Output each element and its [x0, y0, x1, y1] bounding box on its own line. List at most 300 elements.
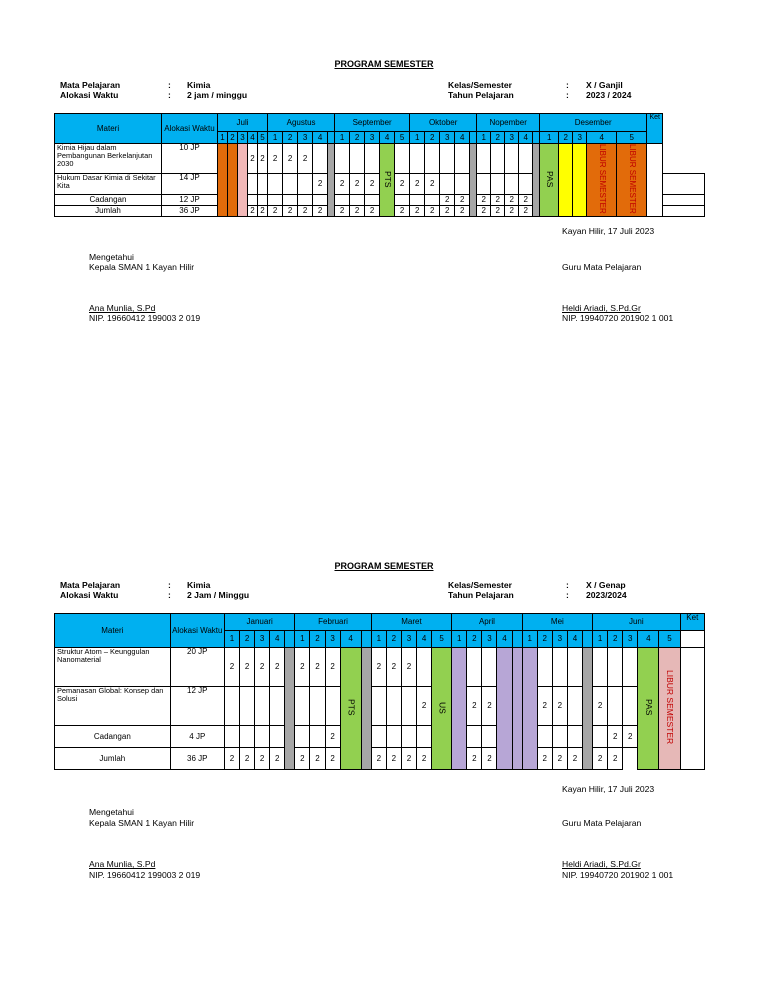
- materi-header: Materi: [55, 614, 171, 648]
- page2-alokasi-label: Alokasi Waktu: [60, 590, 119, 600]
- page2-mapel-value: Kimia: [187, 580, 211, 590]
- pts-cell: [380, 144, 395, 217]
- week-cell: 2: [482, 687, 497, 726]
- week-number: 1: [452, 631, 467, 648]
- week-number: 1: [593, 631, 608, 648]
- week-cell: 2: [365, 174, 380, 194]
- page1-mapel-label: Mata Pelajaran: [60, 80, 121, 90]
- week-cell: 2: [335, 174, 350, 194]
- week-cell: [401, 687, 416, 726]
- week-number: 1: [410, 132, 425, 144]
- page1-mapel-value: Kimia: [187, 80, 211, 90]
- week-cell: [365, 144, 380, 174]
- week-number: [285, 631, 295, 648]
- page1-tahun-label: Tahun Pelajaran: [448, 90, 514, 100]
- week-cell: [268, 194, 283, 205]
- materi-cell: Cadangan: [55, 726, 171, 748]
- week-cell: [552, 726, 567, 748]
- week-cell: [491, 144, 505, 174]
- week-cell: [623, 687, 638, 726]
- materi-cell: Jumlah: [55, 205, 162, 216]
- week-number: [470, 132, 477, 144]
- week-cell: [470, 144, 477, 217]
- week-cell: 2: [401, 748, 416, 770]
- week-cell: 2: [623, 726, 638, 748]
- pas-label: PAS: [544, 170, 555, 188]
- week-cell: [559, 144, 573, 217]
- libur-label: LIBUR SEMESTER: [665, 670, 676, 745]
- alokasi-cell: 36 JP: [162, 205, 218, 216]
- week-cell: 2: [268, 144, 283, 174]
- week-cell: 2: [395, 205, 410, 216]
- week-cell: 2: [410, 205, 425, 216]
- week-number: 2: [310, 631, 325, 648]
- week-number: 1: [540, 132, 559, 144]
- week-number: 4: [497, 631, 512, 648]
- week-cell: [350, 194, 365, 205]
- week-number: 1: [477, 132, 491, 144]
- week-cell: [505, 174, 519, 194]
- materi-header: Materi: [55, 114, 162, 144]
- week-number: 3: [573, 132, 587, 144]
- week-cell: [310, 726, 325, 748]
- week-cell: [401, 726, 416, 748]
- week-cell: [425, 194, 440, 205]
- page1-kelas-label: Kelas/Semester: [448, 80, 513, 90]
- week-cell: 2: [270, 648, 285, 687]
- week-cell: 2: [295, 748, 310, 770]
- week-cell: [573, 144, 587, 217]
- week-number: 1: [295, 631, 310, 648]
- week-cell: 2: [455, 205, 470, 216]
- libur-label: LIBUR SEMESTER: [598, 144, 608, 214]
- week-number: 1: [268, 132, 283, 144]
- week-number: 2: [608, 631, 623, 648]
- week-number: 4: [417, 631, 432, 648]
- week-number: 3: [623, 631, 638, 648]
- week-cell: 2: [371, 648, 386, 687]
- page1-colon: :: [168, 90, 171, 100]
- alokasi-cell: 36 JP: [170, 748, 224, 770]
- week-number: [361, 631, 371, 648]
- week-number: 5: [432, 631, 452, 648]
- page2-place-date: Kayan Hilir, 17 Juli 2023: [562, 784, 655, 794]
- week-cell: [224, 726, 239, 748]
- week-number: 3: [325, 631, 340, 648]
- page2-mapel-label: Mata Pelajaran: [60, 580, 121, 590]
- week-cell: [552, 648, 567, 687]
- page2-alokasi-value: 2 Jam / Minggu: [187, 590, 250, 600]
- month-header: Maret: [371, 614, 451, 631]
- week-cell: 2: [295, 648, 310, 687]
- month-header: Mei: [522, 614, 592, 631]
- pas-cell: [638, 648, 659, 770]
- materi-cell: Struktur Atom – Keunggulan Nanomaterial: [55, 648, 171, 687]
- week-cell: [608, 648, 623, 687]
- week-number: 4: [248, 132, 258, 144]
- week-cell: 2: [519, 205, 533, 216]
- week-cell: [440, 174, 455, 194]
- week-cell: [410, 144, 425, 174]
- week-cell: [582, 648, 592, 770]
- page1-alokasi-label: Alokasi Waktu: [60, 90, 119, 100]
- week-number: 3: [365, 132, 380, 144]
- week-cell: [283, 174, 298, 194]
- month-header: Nopember: [477, 114, 540, 132]
- week-cell: 2: [395, 174, 410, 194]
- ket-header: Ket: [647, 114, 663, 144]
- week-cell: [386, 726, 401, 748]
- week-cell: 2: [491, 205, 505, 216]
- week-number: 4: [313, 132, 328, 144]
- week-cell: [477, 174, 491, 194]
- week-cell: [335, 144, 350, 174]
- week-cell: [452, 648, 467, 770]
- week-cell: [395, 194, 410, 205]
- page2-kepala-name: Ana Munlia, S.Pd: [89, 859, 156, 869]
- week-cell: 2: [313, 174, 328, 194]
- week-number: 4: [340, 631, 361, 648]
- page2-kelas-value: X / Genap: [586, 580, 626, 590]
- week-number: 4: [587, 132, 617, 144]
- page1-colon: :: [566, 90, 569, 100]
- week-cell: [371, 726, 386, 748]
- week-cell: 2: [537, 687, 552, 726]
- week-cell: [255, 687, 270, 726]
- week-number: 2: [491, 132, 505, 144]
- week-cell: [491, 174, 505, 194]
- materi-cell: Pemanasan Global: Konsep dan Solusi: [55, 687, 171, 726]
- week-cell: 2: [240, 748, 255, 770]
- page2-kelas-label: Kelas/Semester: [448, 580, 513, 590]
- week-cell: 2: [350, 174, 365, 194]
- week-number: 2: [386, 631, 401, 648]
- week-cell: [298, 194, 313, 205]
- week-cell: [537, 648, 552, 687]
- week-cell: [417, 726, 432, 748]
- week-cell: [361, 648, 371, 770]
- week-cell: [623, 648, 638, 687]
- week-number: 3: [238, 132, 248, 144]
- week-cell: 2: [491, 194, 505, 205]
- week-cell: 2: [325, 748, 340, 770]
- week-cell: 2: [365, 205, 380, 216]
- week-cell: [258, 194, 268, 205]
- pts-label: PTS: [346, 699, 357, 716]
- week-cell: [270, 687, 285, 726]
- week-number: 2: [228, 132, 238, 144]
- month-header: Juni: [593, 614, 681, 631]
- week-cell: [255, 726, 270, 748]
- week-cell: 2: [310, 648, 325, 687]
- week-cell: [240, 726, 255, 748]
- week-cell: 2: [440, 194, 455, 205]
- page2-kepala-nip: NIP. 19660412 199003 2 019: [89, 870, 201, 880]
- week-cell: [285, 648, 295, 770]
- materi-cell: Kimia Hijau dalam Pembangunan Berkelanjutan 2030: [55, 144, 162, 174]
- week-cell: [224, 687, 239, 726]
- alokasi-header: Alokasi Waktu: [162, 114, 218, 144]
- week-cell: [310, 687, 325, 726]
- week-cell: [467, 726, 482, 748]
- week-cell: [248, 194, 258, 205]
- week-cell: 2: [410, 174, 425, 194]
- week-number: 3: [440, 132, 455, 144]
- week-number: 3: [482, 631, 497, 648]
- pts-cell: [340, 648, 361, 770]
- month-header: September: [335, 114, 410, 132]
- week-cell: 2: [283, 205, 298, 216]
- week-cell: [313, 194, 328, 205]
- week-number: 2: [467, 631, 482, 648]
- week-cell: [258, 174, 268, 194]
- week-cell: 2: [335, 205, 350, 216]
- page1-guru-name: Heldi Ariadi, S.Pd.Gr: [562, 303, 641, 313]
- week-cell: [270, 726, 285, 748]
- week-cell: [295, 687, 310, 726]
- week-cell: [417, 648, 432, 687]
- page2-tahun-label: Tahun Pelajaran: [448, 590, 514, 600]
- week-number: 3: [255, 631, 270, 648]
- week-cell: [455, 144, 470, 174]
- week-cell: [371, 687, 386, 726]
- week-cell: [567, 726, 582, 748]
- month-header: Juli: [218, 114, 268, 132]
- week-cell: [497, 648, 512, 770]
- week-cell: 2: [325, 726, 340, 748]
- week-cell: 2: [608, 748, 623, 770]
- week-cell: 2: [417, 748, 432, 770]
- week-cell: [663, 194, 705, 205]
- week-cell: 2: [593, 748, 608, 770]
- week-number: 1: [224, 631, 239, 648]
- month-header: Januari: [224, 614, 294, 631]
- libur-cell: [617, 144, 647, 217]
- month-header: Desember: [540, 114, 647, 132]
- materi-cell: Jumlah: [55, 748, 171, 770]
- week-number: 1: [335, 132, 350, 144]
- materi-cell: Hukum Dasar Kimia di Sekitar Kita: [55, 174, 162, 194]
- week-number: 2: [537, 631, 552, 648]
- pas-cell: [540, 144, 559, 217]
- page1-tahun-value: 2023 / 2024: [586, 90, 632, 100]
- week-number: [533, 132, 540, 144]
- week-cell: 2: [477, 194, 491, 205]
- week-number: 3: [401, 631, 416, 648]
- week-cell: [283, 194, 298, 205]
- week-cell: 2: [224, 748, 239, 770]
- page2-colon: :: [566, 580, 569, 590]
- week-cell: 2: [567, 748, 582, 770]
- page1-kepala-name: Ana Munlia, S.Pd: [89, 303, 156, 313]
- alokasi-cell: 12 JP: [162, 194, 218, 205]
- week-number: 2: [283, 132, 298, 144]
- week-cell: [567, 687, 582, 726]
- week-cell: 2: [505, 194, 519, 205]
- alokasi-header: Alokasi Waktu: [170, 614, 224, 648]
- week-cell: [467, 648, 482, 687]
- month-header: Oktober: [410, 114, 477, 132]
- week-cell: [313, 144, 328, 174]
- week-cell: 2: [371, 748, 386, 770]
- week-cell: 2: [425, 174, 440, 194]
- week-cell: 2: [325, 648, 340, 687]
- week-cell: [218, 144, 228, 217]
- week-cell: 2: [386, 748, 401, 770]
- week-cell: 2: [313, 205, 328, 216]
- page1-kepala-label: Kepala SMAN 1 Kayan Hilir: [89, 262, 195, 272]
- week-number: 1: [522, 631, 537, 648]
- week-number: 1: [371, 631, 386, 648]
- page1-place-date: Kayan Hilir, 17 Juli 2023: [562, 226, 655, 236]
- week-cell: [248, 174, 258, 194]
- week-cell: 2: [455, 194, 470, 205]
- week-cell: [228, 144, 238, 217]
- week-cell: [410, 194, 425, 205]
- week-number: 5: [617, 132, 647, 144]
- week-cell: [325, 687, 340, 726]
- us-cell: [432, 648, 452, 770]
- week-cell: 2: [310, 748, 325, 770]
- alokasi-cell: 12 JP: [170, 687, 224, 726]
- week-cell: [505, 144, 519, 174]
- week-cell: 2: [224, 648, 239, 687]
- pas-label: PAS: [644, 699, 655, 716]
- week-number: 1: [218, 132, 228, 144]
- week-number: 5: [659, 631, 680, 648]
- week-cell: 2: [255, 748, 270, 770]
- week-number: [512, 631, 522, 648]
- week-cell: [519, 144, 533, 174]
- week-cell: [386, 687, 401, 726]
- libur-label: LIBUR SEMESTER: [628, 144, 638, 214]
- week-cell: 2: [537, 748, 552, 770]
- alokasi-cell: 20 JP: [170, 648, 224, 687]
- week-cell: 2: [298, 144, 313, 174]
- week-cell: [663, 205, 705, 216]
- week-cell: 2: [248, 205, 258, 216]
- week-number: [328, 132, 335, 144]
- week-number: 2: [425, 132, 440, 144]
- page1-alokasi-value: 2 jam / minggu: [187, 90, 248, 100]
- alokasi-cell: 10 JP: [162, 144, 218, 174]
- week-cell: [295, 726, 310, 748]
- week-number: 2: [240, 631, 255, 648]
- week-cell: [395, 144, 410, 174]
- us-label: US: [437, 701, 448, 714]
- week-cell: [482, 648, 497, 687]
- libur-cell: [659, 648, 680, 770]
- week-cell: 2: [608, 726, 623, 748]
- page2-mengetahui: Mengetahui: [89, 807, 134, 817]
- page2-guru-name: Heldi Ariadi, S.Pd.Gr: [562, 859, 641, 869]
- week-cell: [593, 648, 608, 687]
- page1-colon: :: [566, 80, 569, 90]
- week-number: 3: [552, 631, 567, 648]
- page2-tahun-value: 2023/2024: [586, 590, 627, 600]
- page2-title: PROGRAM SEMESTER: [334, 561, 434, 571]
- week-cell: 2: [467, 748, 482, 770]
- alokasi-cell: 14 JP: [162, 174, 218, 194]
- page1-kelas-value: X / Ganjil: [586, 80, 623, 90]
- alokasi-cell: 4 JP: [170, 726, 224, 748]
- page1-title: PROGRAM SEMESTER: [334, 59, 434, 69]
- week-cell: [482, 726, 497, 748]
- libur-cell: [587, 144, 617, 217]
- week-cell: 2: [248, 144, 258, 174]
- week-number: 3: [505, 132, 519, 144]
- week-cell: [567, 648, 582, 687]
- week-cell: [537, 726, 552, 748]
- week-cell: [512, 648, 522, 770]
- page2-colon: :: [566, 590, 569, 600]
- week-cell: [365, 194, 380, 205]
- month-header: Februari: [295, 614, 371, 631]
- week-cell: 2: [482, 748, 497, 770]
- week-cell: 2: [505, 205, 519, 216]
- page1-schedule-table: [54, 113, 705, 217]
- week-cell: 2: [258, 144, 268, 174]
- week-cell: 2: [417, 687, 432, 726]
- week-cell: 2: [425, 205, 440, 216]
- week-cell: 2: [386, 648, 401, 687]
- week-number: [582, 631, 592, 648]
- week-cell: [440, 144, 455, 174]
- week-cell: [268, 174, 283, 194]
- week-number: 4: [270, 631, 285, 648]
- week-cell: [522, 648, 537, 770]
- week-cell: [608, 687, 623, 726]
- week-cell: 2: [401, 648, 416, 687]
- week-cell: 2: [258, 205, 268, 216]
- week-cell: [519, 174, 533, 194]
- materi-cell: Cadangan: [55, 194, 162, 205]
- week-cell: 2: [298, 205, 313, 216]
- week-cell: 2: [552, 687, 567, 726]
- week-cell: 2: [593, 687, 608, 726]
- week-number: 4: [380, 132, 395, 144]
- week-cell: 2: [240, 648, 255, 687]
- week-number: 5: [258, 132, 268, 144]
- week-cell: [477, 144, 491, 174]
- week-cell: [298, 174, 313, 194]
- page2-kepala-label: Kepala SMAN 1 Kayan Hilir: [89, 818, 195, 828]
- week-number: 5: [395, 132, 410, 144]
- week-cell: [238, 144, 248, 217]
- week-number: 4: [638, 631, 659, 648]
- week-cell: 2: [440, 205, 455, 216]
- week-cell: 2: [283, 144, 298, 174]
- ket-cell: [680, 648, 704, 770]
- ket-header: Ket: [680, 614, 704, 631]
- pts-label: PTS: [382, 170, 393, 188]
- week-cell: [425, 144, 440, 174]
- week-number: 2: [559, 132, 573, 144]
- week-cell: [335, 194, 350, 205]
- week-cell: 2: [350, 205, 365, 216]
- week-cell: [593, 726, 608, 748]
- page2-colon: :: [168, 590, 171, 600]
- week-number: 4: [455, 132, 470, 144]
- week-number: 2: [350, 132, 365, 144]
- week-cell: [533, 144, 540, 217]
- ket-cell: [647, 144, 663, 217]
- week-cell: 2: [255, 648, 270, 687]
- month-header: April: [452, 614, 522, 631]
- week-number: 4: [567, 631, 582, 648]
- page2-colon: :: [168, 580, 171, 590]
- week-cell: 2: [268, 205, 283, 216]
